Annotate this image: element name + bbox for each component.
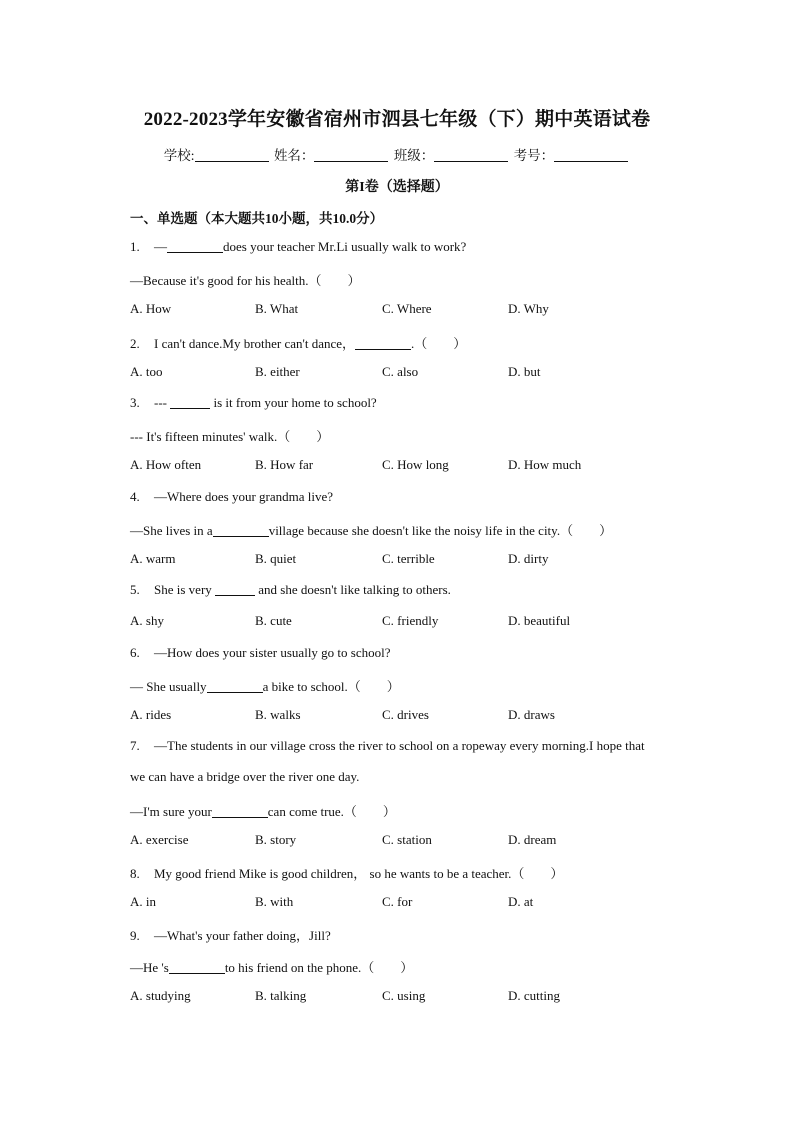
question-text: .（ ）	[411, 335, 467, 351]
question-text: She is very	[154, 582, 216, 598]
question-6-line-2	[130, 676, 400, 695]
question-3-option-C[interactable]: C. How long	[382, 457, 449, 473]
question-4-option-A[interactable]: A. warm	[130, 551, 176, 566]
question-8-option-C[interactable]: C. for	[382, 894, 413, 910]
question-text: is it from your home to school?	[210, 395, 377, 410]
question-text: — She usually	[130, 678, 207, 694]
question-text: can come true.（ ）	[267, 803, 396, 819]
question-1-line-1	[130, 239, 466, 255]
question-2-option-B[interactable]: B. either	[255, 363, 300, 379]
part-heading: 一、单选题（本大题共10小题，共10.0分）	[130, 211, 384, 226]
question-4-option-B[interactable]: B. quiet	[255, 551, 297, 566]
section-title: 第I卷（选择题）	[345, 180, 449, 195]
question-9-line-1	[130, 925, 331, 944]
name-blank[interactable]	[314, 147, 388, 162]
question-4-line-2	[130, 520, 612, 539]
answer-blank[interactable]	[215, 582, 255, 596]
question-text: ---	[154, 395, 171, 410]
question-7-line-2	[130, 769, 359, 785]
question-9-option-D[interactable]: D. cutting	[508, 987, 560, 1003]
question-text: --- It's fifteen minutes' walk.（ ）	[130, 429, 330, 445]
question-text: we can have a bridge over the river one day.	[130, 769, 360, 785]
question-number: 5.	[130, 582, 140, 598]
class-blank[interactable]	[434, 147, 508, 162]
answer-blank[interactable]	[169, 960, 225, 974]
exam-title: 2022-2023学年安徽省宿州市泗县七年级（下）期中英语试卷	[143, 109, 651, 130]
question-text: —Because it's good for his health.（ ）	[130, 273, 361, 289]
answer-blank[interactable]	[207, 679, 263, 693]
student-info-line	[0, 144, 794, 164]
question-text: —The students in our village cross the river to school on a ropeway every morning.I hope that	[154, 738, 645, 754]
question-7-option-A[interactable]: A. exercise	[130, 831, 189, 847]
question-text: does your teacher Mr.Li usually walk to work?	[223, 239, 467, 254]
question-text: —Where does your grandma live?	[154, 488, 334, 504]
question-2-line-1	[130, 333, 466, 352]
answer-blank[interactable]	[170, 395, 210, 409]
question-8-option-A[interactable]: A. in	[130, 894, 156, 910]
question-9-option-C[interactable]: C. using	[382, 987, 426, 1003]
question-text: —What's your father doing，Jill?	[154, 928, 331, 944]
question-5-option-C[interactable]: C. friendly	[382, 613, 439, 629]
question-5-option-B[interactable]: B. cute	[255, 613, 292, 629]
question-number: 7.	[130, 738, 140, 754]
question-4-option-D[interactable]: D. dirty	[508, 551, 549, 566]
question-1-option-D[interactable]: D. Why	[508, 301, 549, 317]
question-5-option-A[interactable]: A. shy	[130, 613, 164, 629]
question-1-line-2	[130, 270, 361, 289]
question-5-option-D[interactable]: D. beautiful	[508, 613, 571, 629]
exam-number-label: 考号：	[513, 148, 555, 163]
question-text: —She lives in a	[130, 522, 213, 538]
question-6-option-D[interactable]: D. draws	[508, 707, 555, 722]
class-label: 班级：	[393, 148, 435, 163]
question-text: —How does your sister usually go to school?	[154, 644, 391, 660]
question-1-option-A[interactable]: A. How	[130, 301, 172, 317]
question-4-option-C[interactable]: C. terrible	[382, 551, 435, 566]
question-2-option-D[interactable]: D. but	[508, 363, 541, 379]
question-7-option-D[interactable]: D. dream	[508, 831, 557, 847]
question-6-option-B[interactable]: B. walks	[255, 707, 301, 722]
answer-blank[interactable]	[212, 804, 268, 818]
school-blank[interactable]	[195, 147, 269, 162]
question-text: a bike to school.（ ）	[262, 678, 400, 694]
question-7-line-3	[130, 801, 396, 820]
name-label: 姓名：	[273, 148, 315, 163]
question-9-option-B[interactable]: B. talking	[255, 987, 307, 1003]
question-8-option-B[interactable]: B. with	[255, 894, 294, 910]
question-6-option-A[interactable]: A. rides	[130, 707, 172, 722]
question-3-line-1	[130, 395, 377, 411]
school-label: 学校:	[163, 148, 195, 163]
question-5-line-1	[130, 582, 451, 598]
question-number: 1.	[130, 239, 140, 254]
question-8-option-D[interactable]: D. at	[508, 894, 534, 910]
answer-blank[interactable]	[355, 336, 411, 350]
question-text: —He 's	[130, 959, 169, 975]
question-2-option-C[interactable]: C. also	[382, 363, 419, 379]
answer-blank[interactable]	[167, 239, 223, 253]
question-9-line-2	[130, 957, 413, 976]
question-number: 6.	[130, 644, 140, 660]
question-number: 4.	[130, 488, 140, 504]
question-7-option-B[interactable]: B. story	[255, 831, 297, 847]
question-2-option-A[interactable]: A. too	[130, 363, 163, 379]
question-3-option-B[interactable]: B. How far	[255, 457, 314, 473]
answer-blank[interactable]	[213, 523, 269, 537]
question-text: My good friend Mike is good children， so he wants to be a teacher.（ ）	[154, 866, 564, 881]
question-7-line-1	[130, 738, 645, 754]
question-9-option-A[interactable]: A. studying	[130, 987, 191, 1003]
question-3-option-D[interactable]: D. How much	[508, 457, 582, 473]
question-text: to his friend on the phone.（ ）	[224, 959, 414, 975]
question-text: —	[154, 239, 167, 254]
question-3-option-A[interactable]: A. How often	[130, 457, 202, 473]
question-7-option-C[interactable]: C. station	[382, 831, 432, 847]
question-6-option-C[interactable]: C. drives	[382, 707, 429, 722]
question-text: village because she doesn't like the noisy life in the city.（ ）	[268, 522, 613, 538]
question-6-line-1	[130, 645, 391, 661]
question-number: 2.	[130, 335, 140, 351]
question-3-line-2	[130, 426, 329, 445]
question-number: 9.	[130, 928, 140, 944]
question-1-option-B[interactable]: B. What	[255, 301, 299, 317]
question-text: and she doesn't like talking to others.	[255, 582, 451, 598]
exam-number-blank[interactable]	[554, 147, 628, 162]
question-number: 8.	[130, 866, 140, 881]
question-4-line-1	[130, 489, 333, 505]
question-1-option-C[interactable]: C. Where	[382, 301, 432, 317]
question-text: —I'm sure your	[130, 803, 212, 819]
question-text: I can't dance.My brother can't dance，	[154, 335, 356, 351]
question-number: 3.	[130, 395, 140, 410]
question-8-line-1	[130, 863, 563, 882]
